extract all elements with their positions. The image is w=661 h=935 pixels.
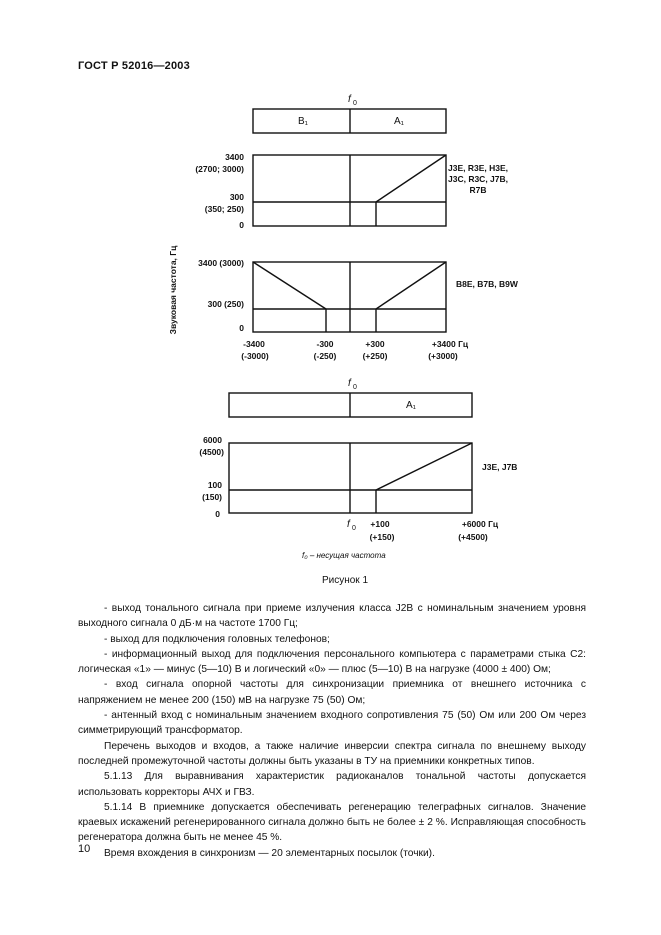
p2-x3a: +300: [365, 339, 385, 349]
page-number: 10: [78, 843, 91, 855]
f0-label-bottom: f: [347, 519, 350, 530]
figure-caption: Рисунок 1: [321, 575, 369, 586]
standard-header: ГОСТ Р 52016—2003: [78, 60, 190, 72]
p1-classes-2: J3C, R3C, J7B,: [448, 174, 508, 184]
f0-sub-mid: 0: [353, 384, 357, 391]
p2-classes: B8E, B7B, B9W: [456, 279, 518, 289]
box-a1-label: A₁: [394, 116, 405, 127]
p3-x1a: +100: [370, 519, 390, 529]
p2-yzero: 0: [239, 323, 244, 333]
p3-classes: J3E, J7B: [482, 462, 518, 472]
paragraph: Время вхождения в синхронизм — 20 элементарных посылок (точки).: [104, 847, 435, 859]
p1-yzero: 0: [239, 220, 244, 230]
paragraph: 5.1.13 Для выравнивания характеристик радиоканалов тональной частоты допускается использовать корректоры АЧХ и ГВЗ.: [78, 771, 586, 798]
p1-ymid2: (350; 250): [204, 204, 244, 214]
p3-ymid2: (150): [202, 492, 222, 502]
f0-sub-top: 0: [353, 100, 357, 107]
p2-x4a: +3400 Гц: [431, 339, 469, 349]
panel-2: [253, 262, 446, 332]
p2-ymid: 300 (250): [207, 299, 244, 309]
panel-1: [253, 155, 446, 226]
paragraph: Перечень выходов и входов, а также наличие инверсии спектра сигнала по внешнему выходу последней промежуточной частоты должны быть указаны в ТУ на приемники конкретных типов.: [78, 740, 586, 767]
figure-note: f₀ – несущая частота: [302, 551, 386, 560]
p1-classes-3: R7B: [469, 185, 487, 195]
panel-3: [229, 443, 472, 513]
paragraph: 5.1.14 В приемнике допускается обеспечивать регенерацию телеграфных сигналов. Значение краевых искажений регенерированного сигнала должно быть не более ± 2 %. Исправляющая способность регенератора должна быть не менее 45 %.: [78, 801, 586, 844]
p1-ymid: 300: [229, 192, 244, 202]
p1-ytop2: (2700; 3000): [195, 164, 244, 174]
f0-sub-bottom: 0: [352, 525, 356, 532]
p1-ytop: 3400: [225, 152, 244, 162]
p3-yzero: 0: [215, 509, 220, 519]
box-a1-label-3: A₁: [406, 400, 417, 411]
p3-ytop2: (4500): [199, 447, 224, 457]
paragraph: - выход для подключения головных телефонов;: [104, 633, 330, 645]
p3-x2a: +6000 Гц: [461, 519, 499, 529]
p2-ytop: 3400 (3000): [198, 258, 244, 268]
paragraph: - вход сигнала опорной частоты для синхронизации приемника от внешнего источника с напряжением не менее 200 (150) мВ на нагрузке 75 (50) Ом;: [78, 679, 586, 706]
p2-x1b: (-3000): [241, 351, 269, 361]
p2-x1a: -3400: [243, 339, 265, 349]
box-b1-label: B₁: [298, 116, 309, 127]
p1-classes-1: J3E, R3E, H3E,: [447, 163, 509, 173]
p2-x3b: (+250): [362, 351, 388, 361]
p3-x1b: (+150): [369, 532, 395, 542]
p2-x2a: -300: [316, 339, 334, 349]
p2-x4b: (+3000): [428, 351, 458, 361]
f0-label-mid: f: [348, 378, 351, 389]
body-text: [78, 601, 586, 861]
p3-x2b: (+4500): [458, 532, 488, 542]
p2-x2b: (-250): [313, 351, 337, 361]
paragraph: - информационный выход для подключения персонального компьютера с параметрами стыка С2: логическая «1» — минус (5—10) В и логический «0» — плюс (5—10) В на нагрузке (4000 ± 400) Ом;: [78, 648, 586, 676]
paragraph: - антенный вход с номинальным значением входного сопротивления 75 (50) Ом или 200 Ом через симметрирующий трансформатор.: [78, 710, 586, 737]
p3-ymid: 100: [207, 480, 222, 490]
f0-label-top: f: [348, 94, 351, 105]
paragraph: - выход тонального сигнала при приеме излучения класса J2B с номинальным значением уровня выходного сигнала 0 дБ·м на частоте 1700 Гц;: [78, 603, 586, 630]
p2-ylabel: Звуковая частота, Гц: [168, 245, 178, 335]
p3-ytop: 6000: [203, 435, 222, 445]
